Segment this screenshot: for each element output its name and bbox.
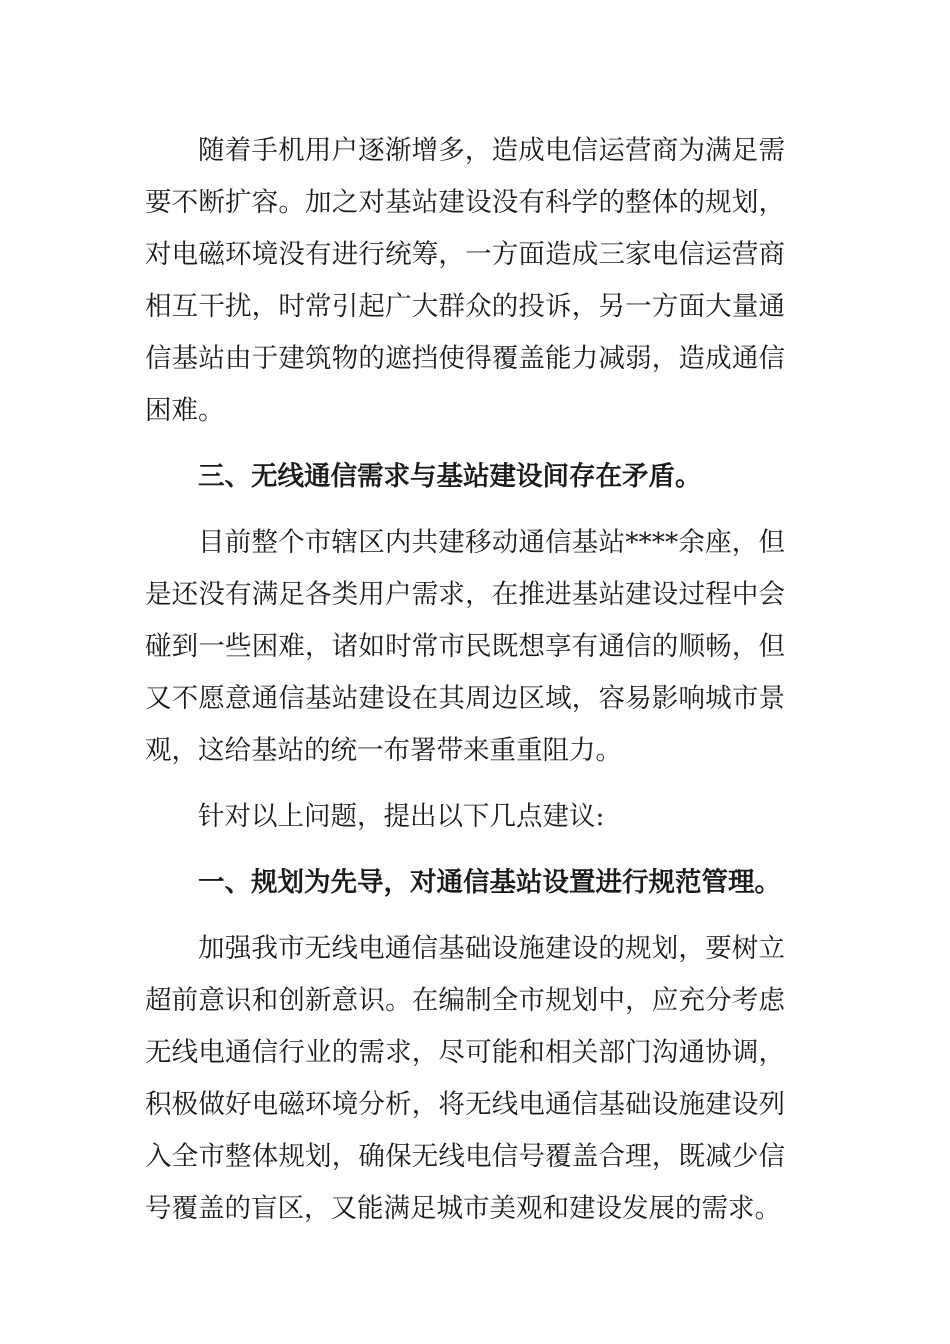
section-heading-1: 一、规划为先导，对通信基站设置进行规范管理。 bbox=[198, 867, 781, 898]
paragraph-base-stations: 目前整个市辖区内共建移动通信基站****余座，但是还没有满足各类用户需求，在推进基站建设过程中会碰到一些困难，诸如时常市民既想享有通信的顺畅，但又不愿意通信基站建设在其周边区域，容易影响城市景观，这给基站的统一布署带来重重阻力。 bbox=[145, 527, 785, 766]
paragraph-interference: 随着手机用户逐渐增多，造成电信运营商为满足需要不断扩容。加之对基站建设没有科学的整体的规划，对电磁环境没有进行统筹，一方面造成三家电信运营商相互干扰，时常引起广大群众的投诉，另一方面大量通信基站由于建筑物的遮挡使得覆盖能力减弱，造成通信困难。 bbox=[145, 135, 785, 426]
paragraph-planning: 加强我市无线电通信基础设施建设的规划，要树立超前意识和创新意识。在编制全市规划中，应充分考虑无线电通信行业的需求，尽可能和相关部门沟通协调，积极做好电磁环境分析，将无线电通信基础设施建设列入全市整体规划，确保无线电信号覆盖合理，既减少信号覆盖的盲区，又能满足城市美观和建设发展的需求。 bbox=[145, 933, 785, 1224]
document-body bbox=[145, 125, 785, 1249]
section-heading-3: 三、无线通信需求与基站建设间存在矛盾。 bbox=[198, 461, 702, 492]
paragraph-suggestions-intro: 针对以上问题，提出以下几点建议: bbox=[198, 801, 605, 832]
